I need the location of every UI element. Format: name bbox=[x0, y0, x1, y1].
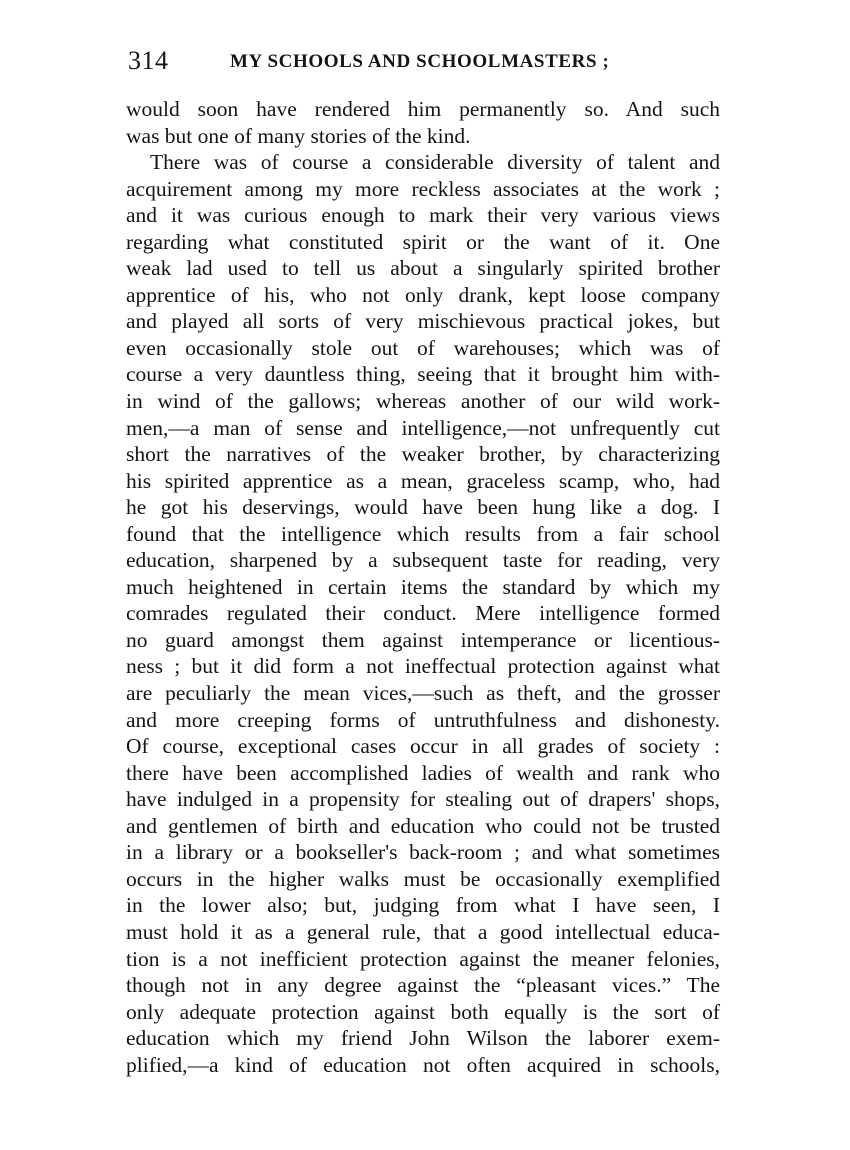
text-line: must hold it as a general rule, that a good intellectual educa- bbox=[126, 919, 720, 944]
text-line: there have been accomplished ladies of wealth and rank who bbox=[126, 760, 720, 785]
text-line: was but one of many stories of the kind. bbox=[126, 123, 471, 148]
text-line: and played all sorts of very mischievous practical jokes, but bbox=[126, 309, 720, 334]
text-line: regarding what constituted spirit or the want of it. One bbox=[126, 229, 720, 254]
text-line: found that the intelligence which results from a fair school bbox=[126, 521, 720, 546]
text-line: his spirited apprentice as a mean, graceless scamp, who, had bbox=[126, 468, 720, 493]
text-line: apprentice of his, who not only drank, kept loose company bbox=[126, 282, 720, 307]
text-line: acquirement among my more reckless associates at the work ; bbox=[126, 176, 720, 201]
text-line: only adequate protection against both equally is the sort of bbox=[126, 999, 720, 1024]
text-line: and more creeping forms of untruthfulness and dishonesty. bbox=[126, 707, 720, 732]
running-head bbox=[128, 46, 728, 76]
text-line: and it was curious enough to mark their very various views bbox=[126, 203, 720, 228]
text-line: comrades regulated their conduct. Mere intelligence formed bbox=[126, 601, 720, 626]
text-line: are peculiarly the mean vices,—such as theft, and the grosser bbox=[126, 681, 720, 706]
text-line: and gentlemen of birth and education who could not be trusted bbox=[126, 813, 720, 838]
text-line: men,—a man of sense and intelligence,—not unfrequently cut bbox=[126, 415, 720, 440]
text-line: he got his deservings, would have been hung like a dog. I bbox=[126, 495, 720, 520]
text-line: in a library or a bookseller's back-room ; and what sometimes bbox=[126, 840, 720, 865]
text-line: education which my friend John Wilson the laborer exem- bbox=[126, 1026, 720, 1051]
text-line: have indulged in a propensity for stealing out of drapers' shops, bbox=[126, 787, 720, 812]
text-line: would soon have rendered him permanently so. And such bbox=[126, 97, 720, 121]
text-line: though not in any degree against the “pleasant vices.” The bbox=[126, 973, 720, 998]
text-line: no guard amongst them against intemperance or licentious- bbox=[126, 627, 720, 652]
text-line: even occasionally stole out of warehouses; which was of bbox=[126, 335, 720, 360]
text-line: short the narratives of the weaker brother, by characterizing bbox=[126, 442, 720, 467]
text-line: course a very dauntless thing, seeing that it brought him with- bbox=[126, 362, 720, 387]
text-line: in the lower also; but, judging from what I have seen, I bbox=[126, 893, 720, 918]
page-number: 314 bbox=[128, 46, 169, 75]
text-line: weak lad used to tell us about a singularly spirited brother bbox=[126, 256, 720, 281]
text-line: education, sharpened by a subsequent taste for reading, very bbox=[126, 548, 720, 573]
text-line: tion is a not inefficient protection against the meaner felonies, bbox=[126, 946, 720, 971]
text-line: occurs in the higher walks must be occasionally exemplified bbox=[126, 866, 720, 891]
text-line: ness ; but it did form a not ineffectual protection against what bbox=[126, 654, 720, 679]
text-line: much heightened in certain items the standard by which my bbox=[126, 574, 720, 599]
text-line: in wind of the gallows; whereas another of our wild work- bbox=[126, 389, 720, 414]
running-title: MY SCHOOLS AND SCHOOLMASTERS ; bbox=[230, 51, 610, 72]
text-line: Of course, exceptional cases occur in all grades of society : bbox=[126, 734, 720, 759]
text-line: plified,—a kind of education not often acquired in schools, bbox=[126, 1052, 720, 1077]
body-text bbox=[126, 96, 720, 1078]
text-line: There was of course a considerable diversity of talent and bbox=[150, 150, 720, 175]
